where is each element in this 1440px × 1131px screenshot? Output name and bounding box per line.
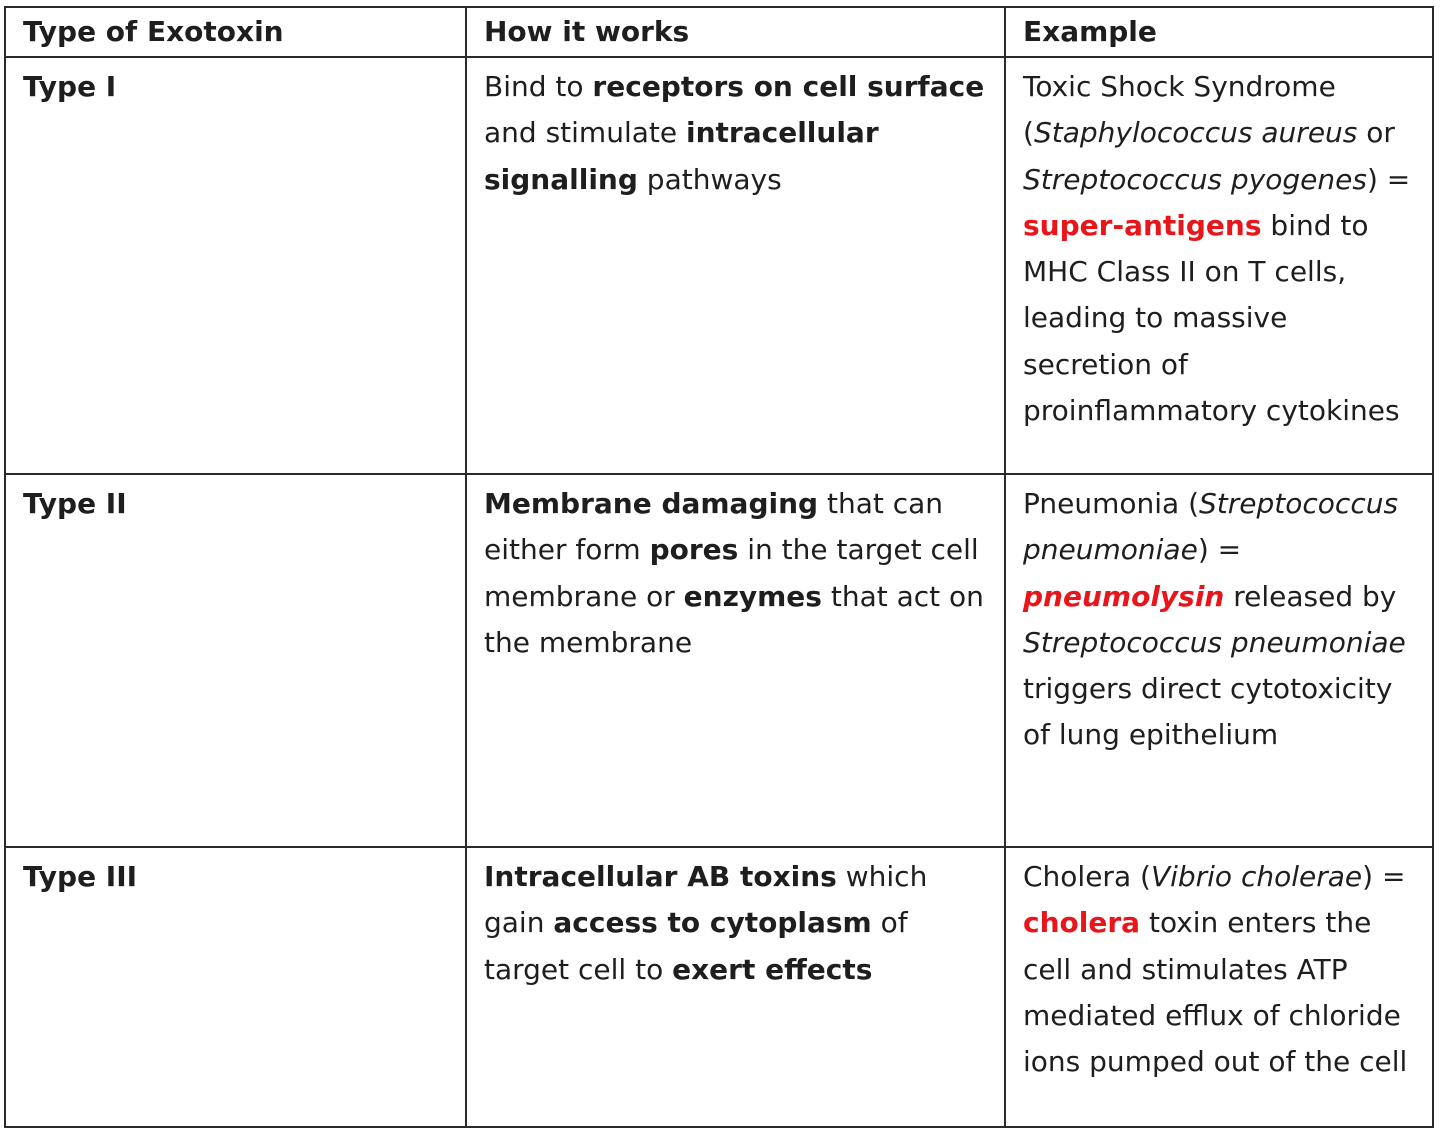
highlighted-term: pneumolysin — [1023, 579, 1225, 613]
text-segment: which gain — [484, 860, 928, 940]
italic-term: Streptococcus pneumoniae — [1023, 487, 1399, 567]
italic-term: Vibrio cholerae — [1150, 860, 1363, 893]
header-type-of-exotoxin: Type of Exotoxin — [5, 7, 466, 57]
italic-term: Staphylococcus aureus — [1033, 116, 1358, 150]
type-cell: Type I — [5, 57, 466, 474]
text-segment: and stimulate — [484, 116, 686, 150]
text-segment: released by — [1224, 579, 1397, 613]
highlighted-term: super-antigens — [1023, 208, 1262, 242]
type-cell: Type III — [5, 847, 466, 1127]
text-segment: triggers direct cytotoxicity of lung epithelium — [1023, 672, 1393, 752]
text-segment: of target cell to — [484, 906, 908, 986]
text-segment: Pneumonia ( — [1023, 487, 1200, 520]
text-segment: ) = — [1362, 860, 1406, 893]
bold-term: access to cytoplasm — [553, 906, 872, 940]
italic-term: Streptococcus pneumoniae — [1023, 625, 1406, 659]
text-segment: bind to MHC Class II on T cells, leading to massive secretion of proinflammatory cytokines — [1023, 208, 1400, 428]
bold-term: exert effects — [672, 952, 873, 986]
text-segment: toxin enters the cell and stimulates ATP mediated efflux of chloride ions pumped out of the cell — [1023, 906, 1408, 1079]
example-cell — [1005, 847, 1433, 1127]
text-segment: Toxic Shock Syndrome ( — [1023, 70, 1336, 150]
example-cell — [1005, 57, 1433, 474]
text-segment: in the target cell membrane or — [484, 533, 979, 613]
how-it-works-cell — [466, 847, 1005, 1127]
table-row — [5, 474, 1433, 847]
italic-term: Streptococcus pyogenes — [1023, 162, 1367, 196]
table-row — [5, 847, 1433, 1127]
bold-term: Membrane damaging — [484, 487, 819, 520]
how-it-works-cell — [466, 57, 1005, 474]
how-it-works-cell — [466, 474, 1005, 847]
type-cell: Type II — [5, 474, 466, 847]
text-segment: or — [1357, 116, 1395, 150]
bold-term: enzymes — [683, 579, 822, 613]
text-segment: Bind to — [484, 70, 593, 103]
exotoxin-table — [4, 6, 1434, 1128]
bold-term: pores — [649, 533, 739, 567]
text-segment: pathways — [637, 162, 782, 196]
text-segment: that can either form — [484, 487, 944, 567]
header-example: Example — [1005, 7, 1433, 57]
bold-term: receptors on cell surface — [592, 70, 985, 103]
text-segment: ) = — [1197, 533, 1242, 567]
header-how-it-works: How it works — [466, 7, 1005, 57]
text-segment: ) = — [1366, 162, 1411, 196]
exotoxin-table-wrapper — [4, 6, 1434, 1128]
bold-term: Intracellular AB toxins — [484, 860, 837, 893]
table-header-row — [5, 7, 1433, 57]
highlighted-term: cholera — [1023, 906, 1141, 940]
text-segment: Cholera ( — [1023, 860, 1151, 893]
text-segment: that act on the membrane — [484, 579, 984, 659]
table-row — [5, 57, 1433, 474]
example-cell — [1005, 474, 1433, 847]
bold-term: intracellular signalling — [484, 116, 879, 196]
